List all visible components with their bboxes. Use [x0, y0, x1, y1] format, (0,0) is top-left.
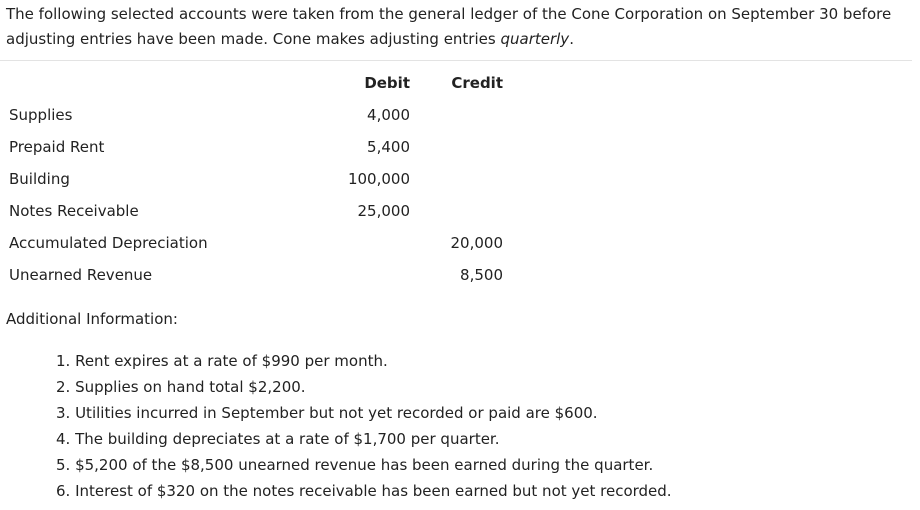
list-item: 3. Utilities incurred in September but not yet recorded or paid are $600.	[56, 404, 598, 422]
account-name: Prepaid Rent	[9, 138, 105, 156]
table-row	[0, 196, 520, 228]
debit-value: 5,400	[367, 138, 410, 156]
list-item: 1. Rent expires at a rate of $990 per month.	[56, 352, 388, 370]
additional-info-label: Additional Information:	[6, 310, 178, 328]
table-row	[0, 100, 520, 132]
debit-value: 25,000	[357, 202, 410, 220]
account-name: Building	[9, 170, 70, 188]
debit-header: Debit	[364, 74, 410, 92]
table-row	[0, 228, 520, 260]
intro-emphasis: quarterly	[500, 30, 570, 48]
debit-value: 100,000	[347, 170, 410, 188]
account-name: Accumulated Depreciation	[9, 234, 208, 252]
table-row	[0, 132, 520, 164]
intro-end: .	[569, 30, 574, 48]
ledger-header	[0, 68, 520, 100]
account-name: Supplies	[9, 106, 73, 124]
credit-value: 20,000	[450, 234, 503, 252]
ledger-table	[0, 68, 520, 292]
intro-text: The following selected accounts were taken from the general ledger of the Cone Corporation on September 30 before adjusting entries have been made. Cone makes adjusting entries	[6, 5, 892, 48]
divider	[0, 60, 912, 61]
credit-value: 8,500	[460, 266, 503, 284]
list-item: 2. Supplies on hand total $2,200.	[56, 378, 306, 396]
credit-header: Credit	[451, 74, 503, 92]
list-item: 5. $5,200 of the $8,500 unearned revenue has been earned during the quarter.	[56, 456, 654, 474]
debit-value: 4,000	[367, 106, 410, 124]
table-row	[0, 260, 520, 292]
table-row	[0, 164, 520, 196]
intro-paragraph	[6, 2, 911, 52]
list-item: 6. Interest of $320 on the notes receivable has been earned but not yet recorded.	[56, 482, 672, 500]
list-item: 4. The building depreciates at a rate of $1,700 per quarter.	[56, 430, 500, 448]
account-name: Notes Receivable	[9, 202, 139, 220]
additional-info-list	[56, 348, 672, 504]
account-name: Unearned Revenue	[9, 266, 153, 284]
